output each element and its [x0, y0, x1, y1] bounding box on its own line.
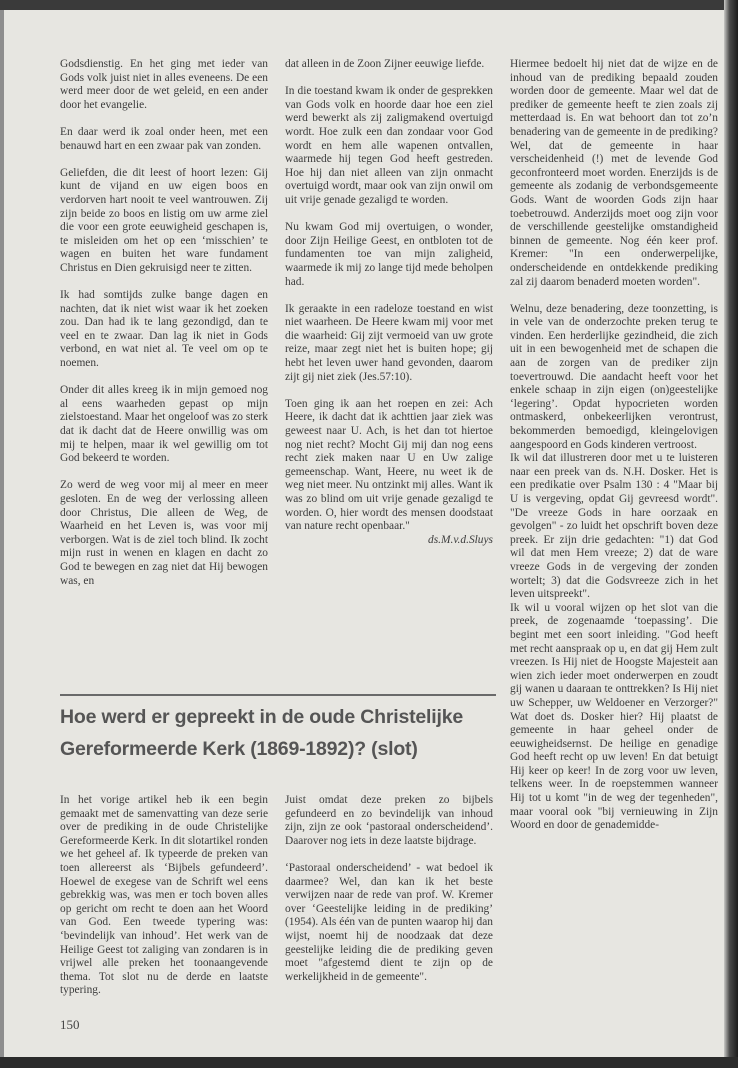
paragraph: Ik wil u vooral wijzen op het slot van die preek, de zogenaamde ‘toepassing’. Die begint met een soort inleiding. "God heeft met recht aanspraak op u, en dat gij Hem zult vreezen. Is Hij niet de Hoogste Majesteit aan wien zich ieder moet onderwerpen en zoudt gij wanen u daaraan te onttrekken? Is Hij niet uw Schepper, uw Weldoener en Verzorger?" Wat doet ds. Dosker hier? Hij plaatst de gemeente in haar geheel onder de eeuwigheidsernst. De heilige en genadige God heeft recht op uw leven! En dat betuigt Hij keer op keer! In de zorg voor uw leven, telkens weer. In de roepstemmen wanneer Hij tot u komt "in de weg der tegenheden", maar vooral ook "bij vernieuwing in Zijn Woord en door de genademidde-: [510, 601, 718, 832]
page-number: 150: [60, 1017, 80, 1032]
paragraph: Ik had somtijds zulke bange dagen en nachten, dat ik niet wist waar ik het zoeken zou. Dan had ik te lang gezondigd, dan te veel en te zwaar. Dan lag ik niet in Gods verbond, en wat niet al. Te veel om op te noemen.: [60, 289, 268, 370]
paragraph: Nu kwam God mij overtuigen, o wonder, door Zijn Heilige Geest, en ontbloten tot de fundamenten toe van mijn zaligheid, waarmede ik mij zo lange tijd mede beholpen had.: [285, 221, 493, 288]
paragraph: Godsdienstig. En het ging met ieder van Gods volk juist niet in alles eveneens. De een werd meer door de wet geleid, en een ander door het evangelie.: [60, 58, 268, 111]
paragraph: Hiermee bedoelt hij niet dat de wijze en de inhoud van de prediking bepaald zouden worden door de gemeente. Maar wel dat de prediker de gemeente heeft te zien zoals zij metterdaad is. En wat behoort dan tot zo’n benadering van de gemeente in de prediking? Wel, dat de gemeente in haar verscheidenheid (!) met de levende God geconfronteerd moet worden. Enerzijds is de gemeente als zodanig de verbondsgemeente Gods. Want de woorden Gods zijn haar toebetrouwd. Anderzijds moet oog zijn voor de verschillende geestelijke omstandigheid binnen de gemeente. Nog één keer prof. Kremer: "In een onderwerpelijke, onderscheidende en ontdekkende prediking zal zij daarom benaderd moeten worden".: [510, 58, 718, 288]
author-signature: ds.M.v.d.Sluys: [428, 533, 493, 546]
article-divider: [60, 694, 496, 696]
article-column-2: [285, 794, 493, 984]
paragraph: In het vorige artikel heb ik een begin gemaakt met de samenvatting van deze serie over de prediking in de oude Christelijke Gereformeerde Kerk. In dit slotartikel ronden we het geheel af. Ik typeerde de preken van toen allereerst als ‘Bijbels gefundeerd’. Hoewel de exegese van de Schrift wel eens gebrekkig was, was men er toch boven alles op gericht om recht te doen aan het Woord van God. Een tweede typering was: ‘bevindelijk van inhoud’. Het werk van de Heilige Geest tot zaliging van zondaren is in vrijwel alle preken het toonaangevende thema. Tot slot nu de derde en laatste typering.: [60, 794, 268, 997]
article-title: Hoe werd er gepreekt in de oude Christelijke Gereformeerde Kerk (1869-1892)? (slot): [60, 706, 463, 760]
paragraph: En daar werd ik zoal onder heen, met een benauwd hart en een zwaar pak van zonden.: [60, 125, 268, 152]
paragraph: Zo werd de weg voor mij al meer en meer gesloten. En de weg der verlossing alleen door Christus, Die alleen de Weg, de Waarheid en het Leven is, was voor mij verborgen. Wat is de ziel toch blind. Ik zocht mijn rust in wenen en klagen en dacht zo God te bewegen en zag niet dat Hij bewogen was, en: [60, 479, 268, 587]
article-column-1: [60, 794, 268, 998]
paragraph: Welnu, deze benadering, deze toonzetting, is in vele van de onderzochte preken terug te vinden. Een herderlijke gezindheid, die zich uit in een bewogenheid met de schapen die aan de zorgen van de prediker zijn toevertrouwd. Die aandacht heeft voor het enkele schaap in zijn eigen (on)geestelijke ‘legering’. Opdat hypocrieten worden ontmaskerd, onbekeerlijken verontrust, bekommerden bemoedigd, kleingelovigen aangespoord en Gods kinderen vertroost.: [510, 302, 718, 451]
scan-top-edge: [0, 0, 738, 10]
paragraph: Ik wil dat illustreren door met u te luisteren naar een preek van ds. N.H. Dosker. Het is een predikatie over Psalm 130 : 4 "Maar bij U is vergeving, opdat Gij gevreesd wordt". "De vreeze Gods in hare oorzaak en gevolgen" - zo luidt het opschrift boven deze preek. Er zijn drie gedachten: "1) dat God wil dat men Hem vreeze; 2) dat de ware vreeze Gods in de vergeving der zonden wortelt; 3) dat die Godsvreeze zich in het leven uitspreekt".: [510, 452, 718, 601]
paragraph: Ik geraakte in een radeloze toestand en wist niet waarheen. De Heere kwam mij voor met die waarheid: Gij zijt vermoeid van uw grote reize, maar zegt niet het is buiten hope; gij hebt het leven uwer hand gevonden, daarom zijt gij niet ziek (Jes.57:10).: [285, 302, 493, 383]
top-article-column-2: [285, 58, 493, 561]
paragraph: Juist omdat deze preken zo bijbels gefundeerd en zo bevindelijk van inhoud zijn, zijn ze ook ‘pastoraal onderscheidend’. Daarover nog iets in deze laatste bijdrage.: [285, 794, 493, 847]
paragraph: ‘Pastoraal onderscheidend’ - wat bedoel ik daarmee? Wel, dan kan ik het beste verwijzen naar de rede van prof. W. Kremer over ‘Geestelijke leiding in de prediking’ (1954). Als één van de punten waarop hij dan wijst, noemt hij de noodzaak dat deze geestelijke leiding die de prediking geven moet "afgestemd dient te zijn op de werkelijkheid in de gemeente".: [285, 861, 493, 983]
page-binding-edge: [724, 0, 738, 1068]
paragraph: Onder dit alles kreeg ik in mijn gemoed nog al eens waarheden gepast op mijn zielstoestand. Maar het ongeloof was zo sterk dat ik dacht dat de Heere onwillig was om mij te helpen, maar ik wel gewillig om tot God bekeerd te worden.: [60, 384, 268, 465]
scan-bottom-edge: [0, 1057, 738, 1068]
article-column-3: [510, 58, 718, 833]
paragraph: Toen ging ik aan het roepen en zei: Ach Heere, ik dacht dat ik achttien jaar ziek was geweest naar U. Ach, is het dan tot hiertoe nog niet recht? Mocht Gij mij dan nog eens recht ziek maken naar U en Uw zalige gemeenschap. Want, Heere, nu weet ik de weg niet meer. Nu ontzinkt mij alles. Want ik was zo blind om uit vrije genade gezaligd te worden. O, hier wordt des mensen doodstaat van nature recht openbaar.": [285, 397, 493, 533]
paragraph: dat alleen in de Zoon Zijner eeuwige liefde.: [285, 58, 485, 70]
paragraph: Geliefden, die dit leest of hoort lezen: Gij kunt de vijand en uw eigen boos en verdorven hart nooit te veel wantrouwen. Zij zijn beide zo boos en listig om uw arme ziel die voor een grote eeuwigheid geschapen is, te misleiden om het op een ‘misschien’ te wagen en buiten het ware fundament Christus en Dien gekruisigd neer te zitten.: [60, 166, 268, 274]
paragraph: In die toestand kwam ik onder de gesprekken van Gods volk en hoorde daar hoe een ziel werd bewerkt als zij zaligmakend overtuigd wordt. Hoe zulk een dan zondaar voor God wordt en hem alle wapenen ontvallen, waarmede hij tegen God heeft gestreden. Hoe hij dan niet alleen van zijn onmacht overtuigd wordt, maar ook van zijn onwil om uit vrije genade gezaligd te worden.: [285, 85, 493, 206]
top-article-column-1: [60, 58, 268, 588]
